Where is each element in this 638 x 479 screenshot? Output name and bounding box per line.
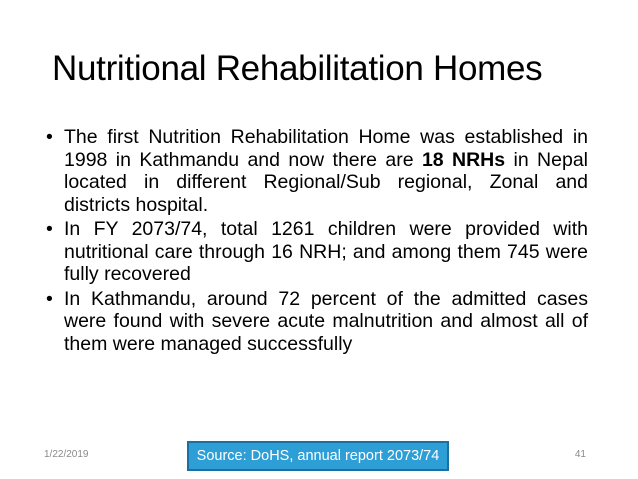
bullet-text-continued: in Nepal located in different Regional/Sub regional, Zonal and districts hospital. bbox=[64, 148, 589, 216]
footer-date: 1/22/2019 bbox=[44, 449, 89, 460]
bullet-marker: • bbox=[46, 126, 53, 148]
bullet-text: In Kathmandu, around 72 percent of the admitted cases were found with severe acute malnutrition and almost all of them were managed successfully bbox=[64, 287, 588, 355]
bullet-bold-text: 18 NRHs bbox=[421, 148, 506, 171]
source-box: Source: DoHS, annual report 2073/74 bbox=[187, 441, 449, 471]
bullet-text: In FY 2073/74, total 1261 children were provided with nutritional care through 16 NRH; and among them 745 were fully recovered bbox=[64, 218, 588, 285]
page-number: 41 bbox=[574, 449, 586, 460]
bullet-item bbox=[46, 288, 588, 356]
slide-title: Nutritional Rehabilitation Homes bbox=[52, 49, 543, 88]
bullet-item bbox=[46, 126, 588, 216]
bullet-text: The first Nutrition Rehabilitation Home was established in 1998 in Kathmandu and now there are bbox=[64, 126, 588, 171]
bullet-list bbox=[46, 126, 588, 357]
bullet-marker: • bbox=[46, 218, 53, 240]
bullet-marker: • bbox=[46, 287, 53, 310]
bullet-item bbox=[46, 218, 588, 286]
